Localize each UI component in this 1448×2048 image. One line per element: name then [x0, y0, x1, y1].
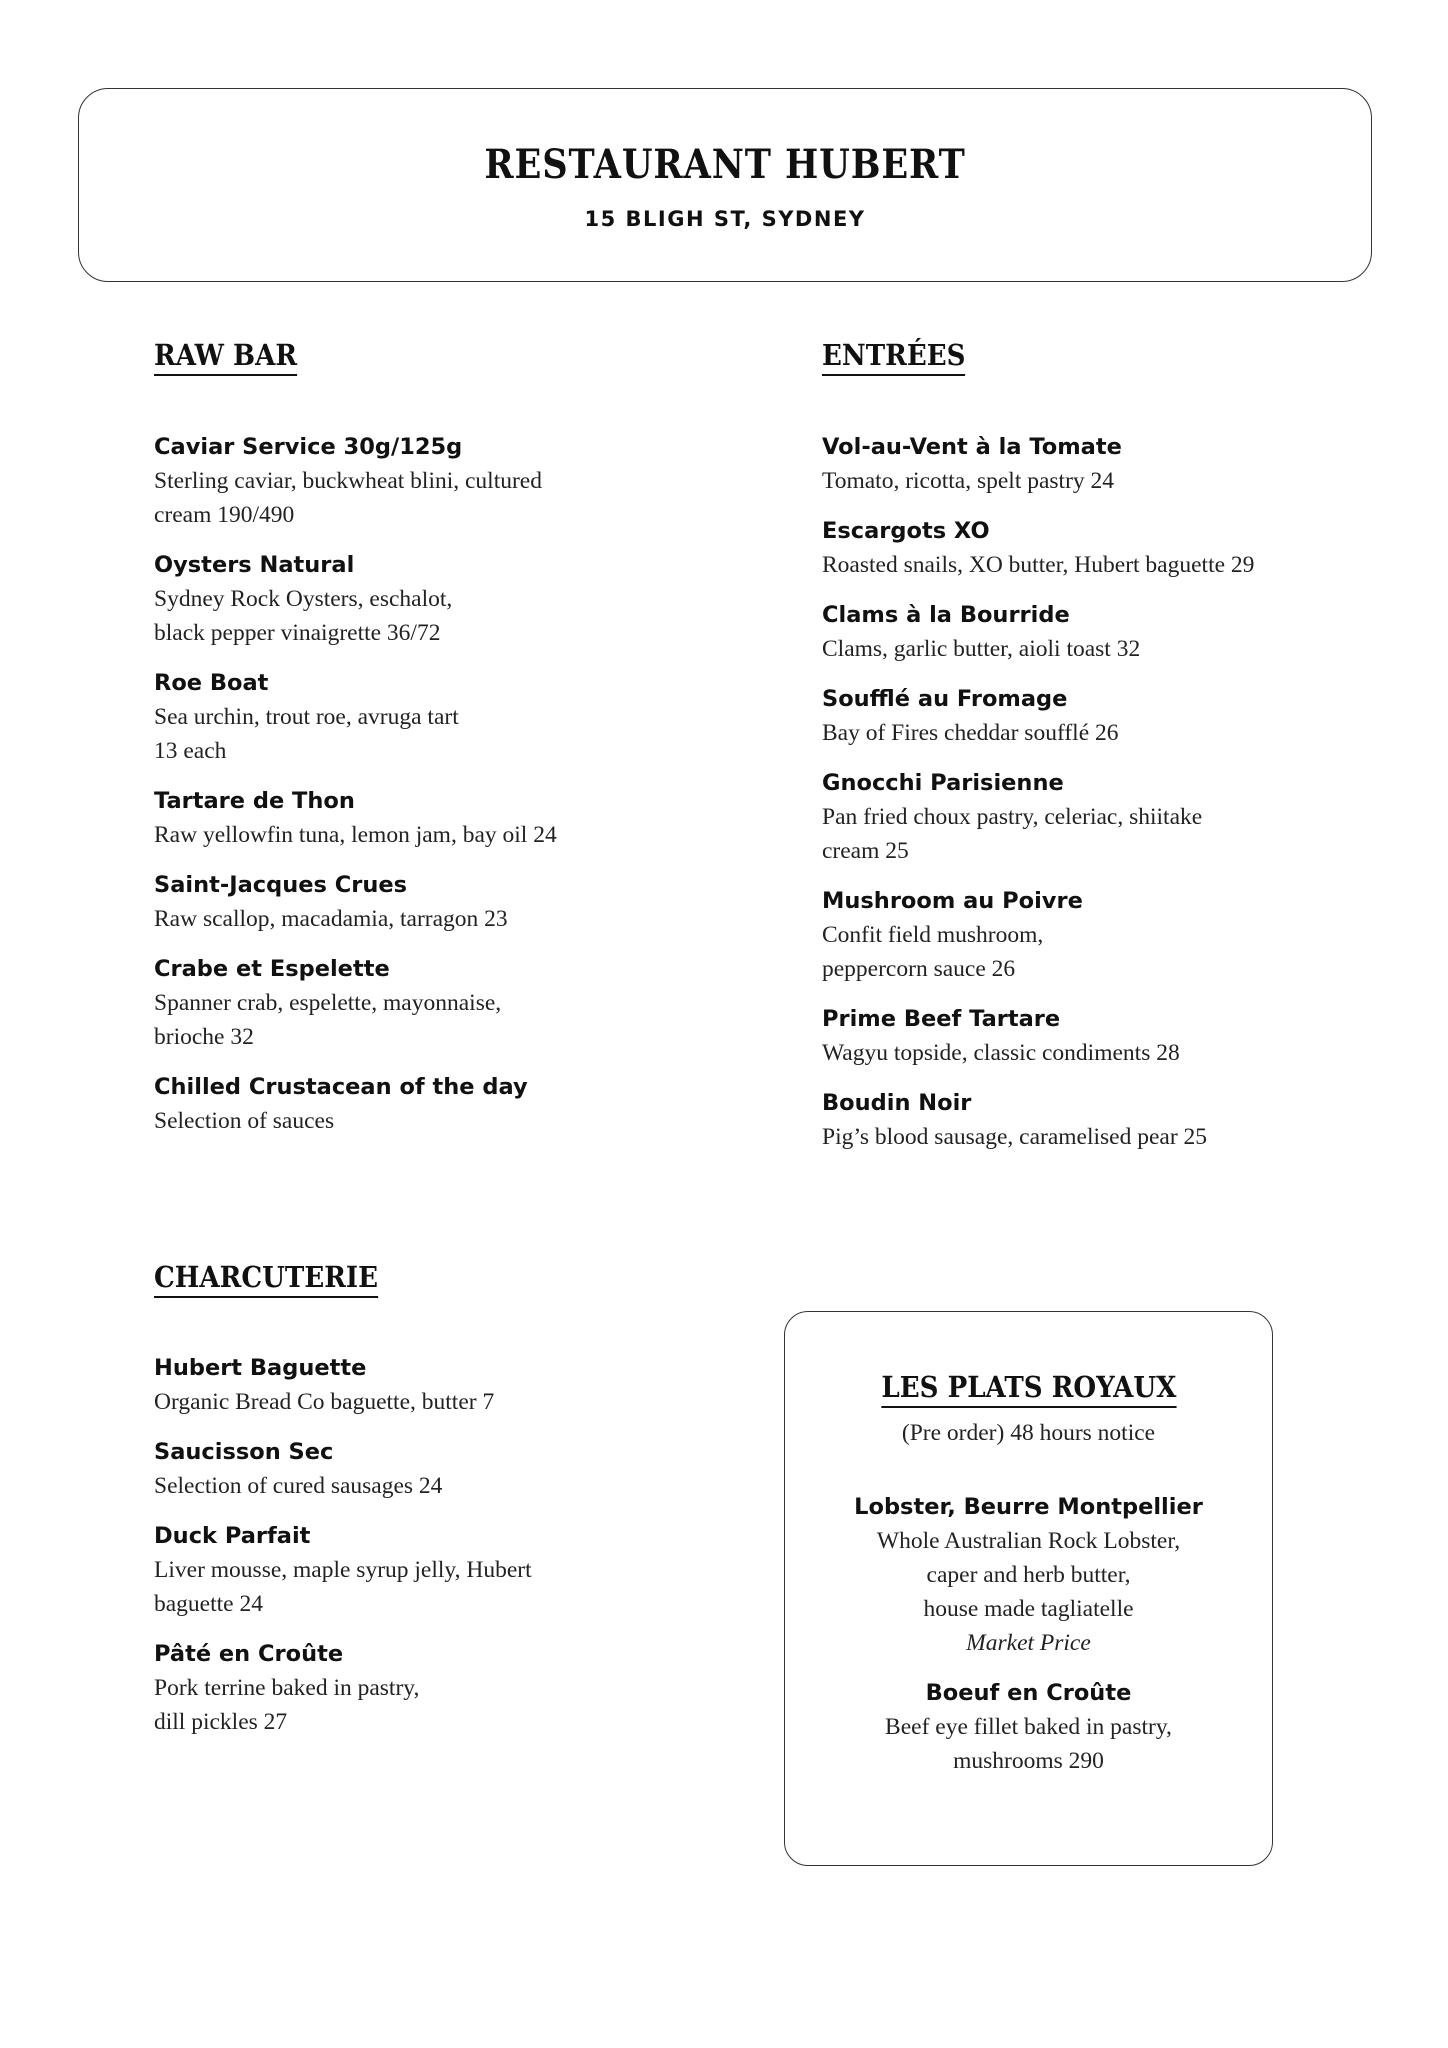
item-name: Prime Beef Tartare	[822, 1006, 1061, 1032]
item-name: Saucisson Sec	[154, 1439, 334, 1465]
restaurant-address: 15 BLIGH ST, SYDNEY	[584, 207, 866, 231]
raw-bar-list	[154, 430, 714, 1154]
restaurant-name: RESTAURANT HUBERT	[484, 141, 966, 188]
royaux-note: (Pre order) 48 hours notice	[901, 1419, 1156, 1446]
item-name: Tartare de Thon	[154, 788, 355, 814]
item-description: Selection of cured sausages 24	[154, 1473, 443, 1499]
item-name: Hubert Baguette	[154, 1355, 367, 1381]
item-description: Bay of Fires cheddar soufflé 26	[822, 720, 1119, 746]
item-description: Confit field mushroom, peppercorn sauce 26	[822, 922, 1044, 982]
item-name: Oysters Natural	[154, 552, 355, 578]
item-description: Tomato, ricotta, spelt pastry 24	[822, 468, 1115, 494]
item-name: Vol-au-Vent à la Tomate	[822, 434, 1122, 460]
menu-item	[822, 1002, 1402, 1070]
menu-item	[822, 766, 1402, 868]
item-name: Escargots XO	[822, 518, 990, 544]
menu-item	[154, 430, 714, 532]
charcuterie-list	[154, 1351, 714, 1755]
menu-item	[822, 430, 1402, 498]
menu-item	[154, 1351, 714, 1419]
menu-item	[822, 884, 1402, 986]
item-name: Soufflé au Fromage	[822, 686, 1068, 712]
menu-item	[822, 1086, 1402, 1154]
menu-item	[785, 1676, 1272, 1778]
menu-item	[785, 1490, 1272, 1660]
menu-item	[154, 868, 714, 936]
section-title-charcuterie: CHARCUTERIE	[154, 1262, 378, 1298]
item-description: Pan fried choux pastry, celeriac, shiitake cream 25	[822, 804, 1203, 864]
item-description: Roasted snails, XO butter, Hubert baguette 29	[822, 552, 1255, 578]
item-name: Crabe et Espelette	[154, 956, 390, 982]
item-name: Clams à la Bourride	[822, 602, 1070, 628]
royaux-list	[785, 1490, 1272, 1778]
item-description: Wagyu topside, classic condiments 28	[822, 1040, 1180, 1066]
item-description: Clams, garlic butter, aioli toast 32	[822, 636, 1141, 662]
item-name: Pâté en Croûte	[154, 1641, 344, 1667]
item-description: Raw yellowfin tuna, lemon jam, bay oil 24	[154, 822, 557, 848]
royaux-box	[784, 1311, 1273, 1866]
item-name: Duck Parfait	[154, 1523, 311, 1549]
menu-item	[154, 952, 714, 1054]
menu-item	[822, 598, 1402, 666]
entrees-list	[822, 430, 1402, 1170]
item-name: Saint-Jacques Crues	[154, 872, 407, 898]
item-description: Sea urchin, trout roe, avruga tart 13 each	[154, 704, 459, 764]
menu-item	[154, 666, 714, 768]
item-name: Roe Boat	[154, 670, 269, 696]
item-description: Selection of sauces	[154, 1108, 335, 1134]
menu-item	[822, 682, 1402, 750]
item-price: Market Price	[966, 1629, 1091, 1656]
item-name: Caviar Service 30g/125g	[154, 434, 463, 460]
item-description: Liver mousse, maple syrup jelly, Hubert baguette 24	[154, 1557, 532, 1617]
menu-item	[154, 784, 714, 852]
item-name: Chilled Crustacean of the day	[154, 1074, 528, 1100]
item-description: Pig’s blood sausage, caramelised pear 25	[822, 1124, 1208, 1150]
item-name: Gnocchi Parisienne	[822, 770, 1064, 796]
item-description: Whole Australian Rock Lobster, caper and herb butter, house made tagliatelle	[876, 1527, 1181, 1622]
item-description: Organic Bread Co baguette, butter 7	[154, 1389, 495, 1415]
section-title-royaux: LES PLATS ROYAUX	[881, 1372, 1176, 1408]
item-description: Pork terrine baked in pastry, dill pickles 27	[154, 1675, 420, 1735]
menu-item	[822, 514, 1402, 582]
item-name: Boeuf en Croûte	[925, 1679, 1132, 1706]
menu-item	[154, 1637, 714, 1739]
menu-item	[154, 1519, 714, 1621]
item-description: Spanner crab, espelette, mayonnaise, brioche 32	[154, 990, 502, 1050]
section-title-raw-bar: RAW BAR	[154, 340, 297, 376]
item-description: Beef eye fillet baked in pastry, mushrooms 290	[885, 1713, 1172, 1774]
header-box	[78, 88, 1372, 282]
menu-item	[154, 548, 714, 650]
item-description: Sydney Rock Oysters, eschalot, black pepper vinaigrette 36/72	[154, 586, 453, 646]
menu-item	[154, 1435, 714, 1503]
item-name: Lobster, Beurre Montpellier	[854, 1493, 1203, 1520]
item-description: Sterling caviar, buckwheat blini, cultured cream 190/490	[154, 468, 542, 528]
item-description: Raw scallop, macadamia, tarragon 23	[154, 906, 508, 932]
menu-item	[154, 1070, 714, 1138]
item-name: Boudin Noir	[822, 1090, 972, 1116]
item-name: Mushroom au Poivre	[822, 888, 1083, 914]
section-title-entrees: ENTRÉES	[822, 340, 966, 376]
